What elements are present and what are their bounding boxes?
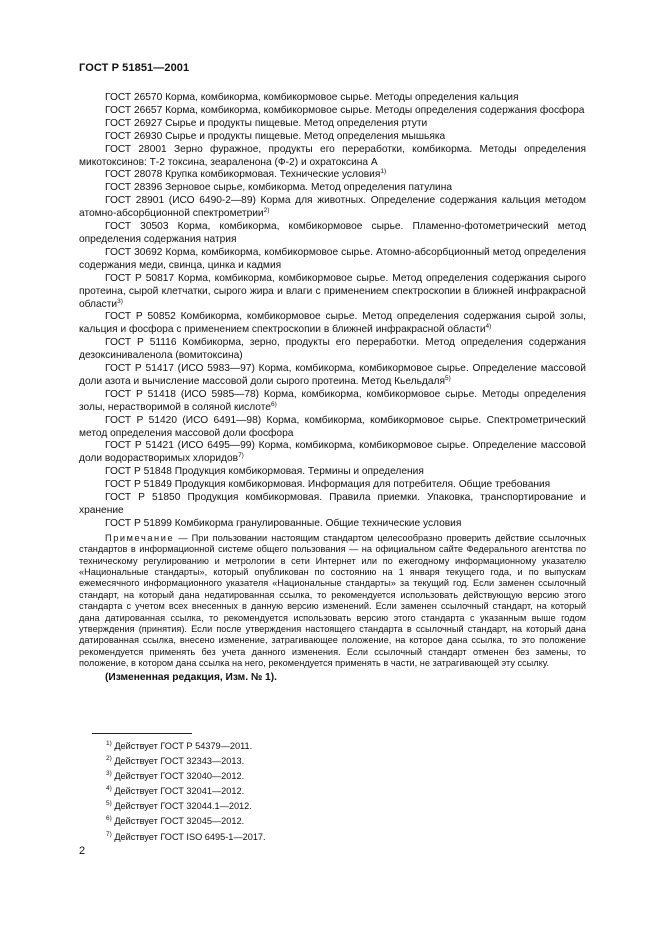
note-label: Примечание <box>105 532 175 543</box>
document-header: ГОСТ Р 51851—2001 <box>79 62 190 74</box>
footnote-item: $^{6)}$ Действует ГОСТ 32045—2012. <box>106 815 245 827</box>
footnote-ref: 7) <box>238 452 244 460</box>
footnote-item: $^{5)}$ Действует ГОСТ 32044.1—2012. <box>106 800 252 812</box>
reference-item: ГОСТ Р 51849 Продукция комбикормовая. Информация для потребителя. Общие требования <box>105 479 551 491</box>
reference-item: ГОСТ Р 50852 Комбикорма, комбикормовое сырье. Метод определения содержания сырой золы, кальция и фосфора с применением спектроскопии в ближней инфракрасной области$^{4)}$ <box>79 311 586 336</box>
reference-item: ГОСТ 28001 Зерно фуражное, продукты его переработки, комбикорма. Методы определения микотоксинов: Т-2 токсина, зеараленона (Ф-2) и охратоксина А <box>79 143 586 168</box>
reference-item: ГОСТ Р 51850 Продукция комбикормовая. Правила приемки. Упаковка, транспортирование и хранение <box>79 492 586 516</box>
footnote-ref: 2) <box>263 207 270 215</box>
footnote-item: $^{2)}$ Действует ГОСТ 32343—2013. <box>106 755 245 767</box>
footnotes <box>106 739 266 845</box>
normative-references <box>79 92 586 684</box>
reference-item: ГОСТ 26930 Сырье и продукты пищевые. Метод определения мышьяка <box>105 130 446 142</box>
note-paragraph: Примечание — При пользовании настоящим стандартом целесообразно проверить действие ссылочных стандартов в информационной системе общего пользования — на официальном сайте Федерального агентства по техническому регулированию и метрологии в сети Интернет или по ежегодному информационному указателю «Национальные стандарты», который опубликован по состоянию на 1 января текущего года, и по выпускам ежемесячного информационного указателя «Национальные стандарты» за текущий год. Если заменен ссылочный стандарт, на который дана недатированная ссылка, то рекомендуется использовать действующую версию этого стандарта с учетом всех внесенных в данную версию изменений. Если заменен ссылочный стандарт, на который дана датированная ссылка, то рекомендуется использовать версию этого стандарта с указанным выше годом утверждения (принятия). Если после утверждения настоящего стандарта в ссылочный стандарт, на который дана датированная ссылка, внесено изменение, затрагивающее положение, на которое дана ссылка, то это положение рекомендуется применять без учета данного изменения. Если ссылочный стандарт отменен без замены, то положение, в котором дана ссылка на него, рекомендуется применять в части, не затрагивающей эту ссылку. <box>79 532 586 669</box>
reference-item: ГОСТ Р 51417 (ИСО 5983—97) Корма, комбикорма, комбикормовое сырье. Определение массовой доли азота и вычисление массовой доли сырого протеина. Метод Кьельдаля$^{5)}$ <box>79 363 586 387</box>
footnote-ref: 5) <box>445 374 451 382</box>
reference-item: ГОСТ 26570 Корма, комбикорма, комбикормовое сырье. Методы определения кальция <box>105 92 519 103</box>
reference-item: ГОСТ Р 51421 (ИСО 6495—99) Корма, комбикорма, комбикормовое сырье. Определение массовой доли водорастворимых хлоридов$^{7)}$ <box>79 440 586 465</box>
footnote-ref: 3) <box>117 297 123 305</box>
footnote-ref: 4) <box>485 323 492 331</box>
reference-item: ГОСТ Р 51848 Продукция комбикормовая. Термины и определения <box>105 466 424 478</box>
reference-item: ГОСТ 28396 Зерновое сырье, комбикорма. Метод определения патулина <box>105 182 453 194</box>
reference-item: ГОСТ 26927 Сырье и продукты пищевые. Метод определения ртути <box>105 117 428 129</box>
amendment-line: (Измененная редакция, Изм. № 1). <box>105 671 277 683</box>
footnote-item: $^{7)}$ Действует ГОСТ ISO 6495-1—2017. <box>106 830 266 842</box>
reference-item: ГОСТ 30503 Корма, комбикорма, комбикормовое сырье. Пламенно-фотометрический метод определения содержания натрия <box>79 221 586 245</box>
reference-item: ГОСТ Р 51899 Комбикорма гранулированные. Общие технические условия <box>105 517 462 529</box>
footnote-ref: 6) <box>270 400 277 408</box>
footnote-divider <box>92 733 192 734</box>
reference-item: ГОСТ 26657 Корма, комбикорма, комбикормовое сырье. Методы определения содержания фосфора <box>105 104 585 116</box>
reference-item: ГОСТ Р 50817 Корма, комбикорма, комбикормовое сырье. Метод определения содержания сырого протеина, сырой клетчатки, сырого жира и влаги с применением спектроскопии в ближней инфракрасной области$^{3)}$ <box>79 272 586 310</box>
footnote-item: $^{3)}$ Действует ГОСТ 32040—2012. <box>106 770 245 782</box>
reference-item: ГОСТ Р 51116 Комбикорма, зерно, продукты его переработки. Метод определения содержания дезоксиниваленола (вомитоксина) <box>79 337 586 362</box>
footnote-item: $^{4)}$ Действует ГОСТ 32041—2012. <box>106 785 245 797</box>
reference-item: ГОСТ 30692 Корма, комбикорма, комбикормовое сырье. Атомно-абсорбционный метод определения содержания меди, свинца, цинка и кадмия <box>79 246 586 271</box>
page-number: 2 <box>79 845 86 857</box>
reference-item: ГОСТ 28078 Крупка комбикормовая. Технические условия$^{1)}$ <box>105 168 387 181</box>
footnote-item: $^{1)}$ Действует ГОСТ Р 54379—2011. <box>106 740 253 751</box>
footnote-ref: 1) <box>380 168 387 176</box>
reference-item: ГОСТ Р 51418 (ИСО 5985—78) Корма, комбикорма, комбикормовое сырье. Методы определения золы, нерастворимой в соляной кислоте$^{6)}$ <box>79 388 586 413</box>
note-text: При пользовании настоящим стандартом целесообразно проверить действие ссылочных стандартов в информационной системе общего пользования — на официальном сайте Федерального агентства по техническому регулированию и метрологии в сети Интернет или по ежегодному информационному указателю «Национальные стандарты», который опубликован по состоянию на 1 января текущего года, и по выпускам ежемесячного информационного указателя «Национальные стандарты» за текущий год. Если заменен ссылочный стандарт, на который дана недатированная ссылка, то рекомендуется использовать действующую версию этого стандарта с учетом всех внесенных в данную версию изменений. Если заменен ссылочный стандарт, на который дана датированная ссылка, то рекомендуется использовать версию этого стандарта с указанным выше годом утверждения (принятия). Если после утверждения настоящего стандарта в ссылочный стандарт, на который дана датированная ссылка, внесено изменение, затрагивающее положение, на которое дана ссылка, то это положение рекомендуется применять без учета данного изменения. Если ссылочный стандарт отменен без замены, то положение, в котором дана ссылка на него, рекомендуется применять в части, не затрагивающей эту ссылку. <box>79 532 586 669</box>
reference-item: ГОСТ Р 51420 (ИСО 6491—98) Корма, комбикорма, комбикормовое сырье. Спектрометрический метод определения массовой доли фосфора <box>79 414 586 439</box>
reference-item: ГОСТ 28901 (ИСО 6490-2—89) Корма для животных. Определение содержания кальция методом атомно-абсорбционной спектрометрии$^{2)}$ <box>79 195 586 220</box>
